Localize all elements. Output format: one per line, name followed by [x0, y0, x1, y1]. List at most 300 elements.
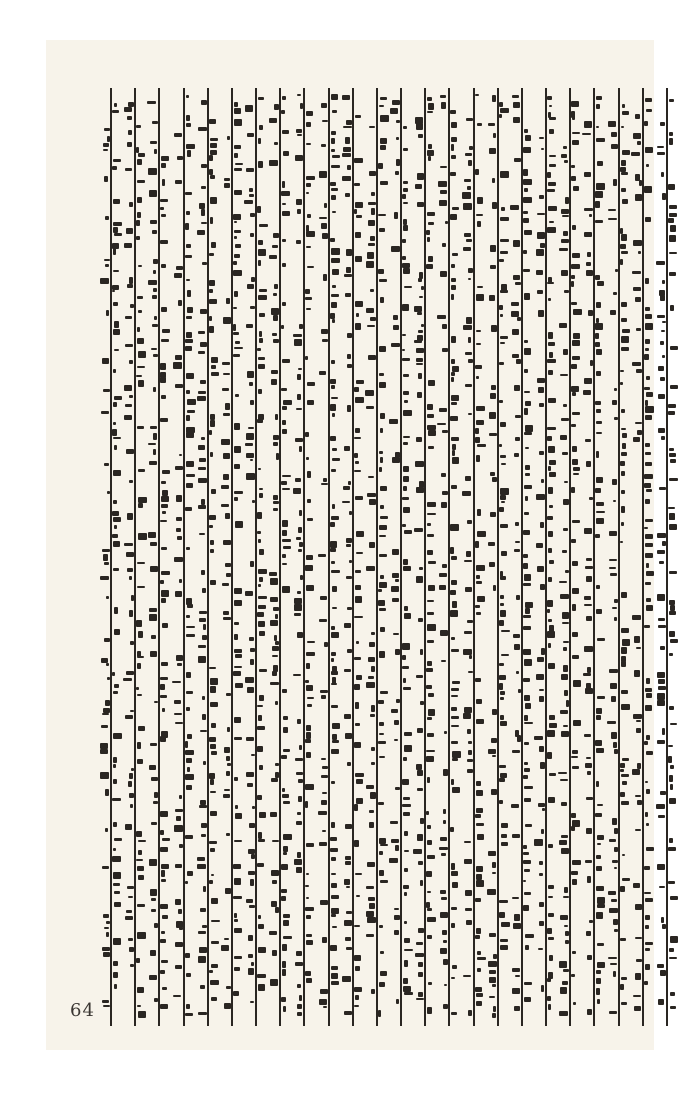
script-glyph [646, 823, 649, 826]
script-glyph [524, 408, 528, 415]
script-glyph [185, 750, 194, 755]
text-column [150, 88, 168, 1026]
script-glyph [476, 376, 479, 379]
script-glyph [282, 429, 287, 434]
script-glyph [469, 655, 472, 659]
script-glyph [451, 688, 459, 691]
script-glyph [621, 172, 628, 175]
script-glyph [354, 657, 361, 660]
script-glyph [107, 677, 110, 680]
script-glyph [596, 708, 602, 714]
script-glyph [549, 221, 554, 223]
script-glyph [331, 895, 339, 899]
script-glyph [210, 143, 217, 148]
script-glyph [379, 382, 386, 388]
script-glyph [371, 192, 375, 196]
script-glyph [345, 861, 351, 865]
script-glyph [295, 962, 303, 966]
script-glyph [516, 359, 521, 364]
script-glyph [380, 951, 384, 954]
script-glyph [584, 596, 591, 600]
script-glyph [160, 207, 164, 210]
script-glyph [549, 129, 554, 134]
script-glyph [523, 649, 531, 655]
script-glyph [321, 800, 327, 805]
script-glyph [560, 779, 568, 781]
script-glyph [476, 330, 481, 332]
script-glyph [332, 155, 340, 158]
script-glyph [511, 804, 519, 808]
script-glyph [176, 517, 182, 521]
script-glyph [597, 696, 605, 699]
script-glyph [463, 713, 471, 719]
script-glyph [587, 876, 591, 883]
script-glyph [608, 121, 616, 127]
script-glyph [233, 991, 239, 996]
script-glyph [490, 393, 496, 399]
script-glyph [620, 461, 625, 466]
script-glyph [245, 591, 253, 596]
script-glyph [596, 138, 605, 142]
script-glyph [226, 771, 230, 776]
script-glyph [420, 880, 423, 886]
script-glyph [572, 604, 576, 611]
script-glyph [565, 197, 569, 204]
script-glyph [346, 911, 352, 914]
script-glyph [561, 418, 569, 421]
script-glyph [596, 371, 601, 376]
script-glyph [540, 243, 545, 248]
script-glyph [186, 1004, 190, 1009]
script-glyph [211, 372, 219, 376]
script-glyph [564, 925, 568, 927]
script-glyph [210, 791, 216, 793]
script-glyph [330, 541, 337, 548]
script-glyph [391, 839, 399, 843]
script-glyph [427, 550, 433, 555]
script-glyph [234, 588, 242, 594]
script-glyph [113, 883, 120, 886]
script-glyph [596, 96, 602, 100]
script-glyph [645, 915, 650, 920]
script-glyph [112, 511, 119, 516]
script-glyph [621, 1002, 627, 1005]
script-glyph [402, 655, 406, 660]
script-glyph [476, 880, 484, 887]
script-glyph [273, 501, 279, 504]
script-glyph [210, 580, 216, 585]
script-glyph [306, 732, 311, 739]
script-glyph [112, 166, 117, 170]
script-glyph [259, 577, 263, 582]
script-glyph [476, 406, 485, 411]
script-glyph [513, 240, 520, 247]
script-glyph [420, 649, 423, 655]
script-glyph [223, 453, 230, 459]
script-glyph [211, 723, 216, 728]
script-glyph [259, 493, 263, 498]
script-glyph [476, 823, 484, 826]
script-glyph [185, 339, 193, 343]
script-glyph [370, 714, 375, 717]
script-glyph [536, 249, 544, 256]
script-glyph [565, 570, 569, 573]
script-glyph [198, 1012, 207, 1015]
script-glyph [646, 678, 650, 684]
script-glyph [613, 179, 617, 186]
script-glyph [370, 289, 374, 292]
script-glyph [583, 673, 591, 676]
script-glyph [331, 966, 338, 970]
script-glyph [609, 559, 617, 561]
script-glyph [613, 742, 617, 748]
script-glyph [611, 144, 618, 149]
script-glyph [428, 982, 432, 985]
script-glyph [572, 655, 579, 659]
script-glyph [114, 684, 119, 688]
script-glyph [611, 132, 617, 137]
script-glyph [534, 839, 543, 846]
script-glyph [586, 461, 591, 467]
script-glyph [306, 663, 310, 669]
script-glyph [548, 913, 554, 917]
script-glyph [563, 528, 568, 531]
script-glyph [464, 631, 472, 634]
script-glyph [414, 528, 423, 532]
script-glyph [572, 766, 579, 769]
script-glyph [186, 691, 193, 694]
script-glyph [331, 561, 335, 564]
script-glyph [221, 439, 230, 445]
script-glyph [246, 453, 254, 458]
column-stem [497, 88, 499, 1026]
script-glyph [426, 871, 432, 877]
script-glyph [645, 812, 648, 817]
column-stem [279, 88, 281, 1026]
script-glyph [644, 387, 650, 390]
script-glyph [161, 481, 166, 484]
script-glyph [283, 716, 288, 720]
script-glyph [366, 934, 374, 937]
script-glyph [392, 549, 399, 555]
script-glyph [272, 245, 278, 248]
script-glyph [209, 280, 215, 286]
script-glyph [547, 609, 550, 613]
script-glyph [283, 801, 290, 804]
script-glyph [524, 786, 533, 789]
script-glyph [160, 377, 166, 383]
script-glyph [233, 864, 241, 869]
column-stem [255, 88, 257, 1026]
script-glyph [369, 171, 376, 176]
script-glyph [234, 634, 238, 640]
script-glyph [179, 844, 183, 848]
script-glyph [539, 746, 544, 752]
script-glyph [234, 423, 240, 430]
script-glyph [563, 404, 567, 407]
script-glyph [368, 657, 375, 662]
script-glyph [342, 153, 351, 157]
script-glyph [660, 646, 665, 650]
script-glyph [536, 674, 544, 680]
script-glyph [104, 927, 109, 929]
script-glyph [162, 838, 170, 841]
script-glyph [106, 932, 109, 937]
script-glyph [105, 828, 108, 832]
script-glyph [562, 452, 568, 455]
script-glyph [440, 837, 447, 841]
script-glyph [549, 352, 553, 358]
script-glyph [347, 762, 351, 766]
script-glyph [560, 594, 569, 599]
script-glyph [524, 574, 531, 581]
script-glyph [402, 779, 409, 785]
script-glyph [464, 560, 472, 562]
script-glyph [221, 504, 229, 507]
script-glyph [330, 404, 336, 411]
script-glyph [595, 401, 601, 405]
script-glyph [344, 1011, 352, 1015]
script-glyph [564, 160, 568, 163]
script-glyph [187, 410, 195, 413]
script-glyph [136, 859, 143, 861]
script-glyph [161, 395, 166, 399]
script-glyph [395, 787, 400, 790]
script-glyph [347, 649, 352, 653]
script-glyph [645, 534, 653, 539]
script-glyph [124, 385, 132, 391]
script-glyph [644, 741, 648, 745]
script-glyph [331, 248, 340, 255]
script-glyph [113, 938, 121, 945]
script-glyph [451, 716, 459, 719]
script-glyph [379, 651, 385, 658]
script-glyph [501, 654, 509, 656]
script-glyph [297, 852, 301, 858]
script-glyph [130, 710, 134, 712]
script-glyph [633, 240, 642, 246]
script-glyph [402, 666, 409, 669]
script-glyph [561, 731, 569, 737]
script-glyph [512, 750, 520, 753]
script-glyph [584, 734, 591, 737]
script-glyph [404, 745, 412, 752]
script-glyph [463, 325, 472, 330]
script-glyph [271, 308, 279, 315]
script-glyph [371, 989, 375, 994]
script-glyph [501, 823, 508, 828]
script-glyph [137, 212, 141, 218]
script-glyph [439, 200, 447, 206]
script-glyph [404, 831, 408, 836]
script-glyph [210, 549, 214, 553]
script-glyph [250, 1001, 254, 1003]
script-glyph [347, 165, 351, 170]
script-glyph [331, 570, 340, 573]
script-glyph [330, 945, 337, 951]
script-glyph [113, 691, 118, 694]
script-glyph [355, 301, 363, 307]
script-glyph [154, 149, 157, 154]
script-glyph [441, 473, 446, 477]
script-glyph [621, 126, 624, 128]
script-glyph [416, 123, 423, 130]
script-glyph [330, 848, 338, 852]
script-glyph [572, 860, 581, 865]
script-glyph [620, 763, 625, 768]
script-glyph [659, 487, 666, 490]
script-glyph [621, 188, 626, 192]
script-glyph [669, 838, 673, 843]
script-glyph [559, 1011, 568, 1016]
script-glyph [637, 141, 641, 145]
script-glyph [272, 655, 278, 657]
script-glyph [597, 281, 604, 286]
script-glyph [658, 999, 664, 1005]
script-glyph [548, 398, 556, 403]
script-glyph [523, 583, 531, 586]
script-glyph [548, 577, 552, 582]
script-glyph [131, 595, 134, 601]
script-glyph [403, 391, 409, 395]
script-glyph [612, 818, 617, 825]
script-glyph [596, 866, 602, 871]
script-glyph [179, 579, 182, 583]
script-glyph [493, 954, 497, 959]
script-glyph [175, 942, 183, 947]
script-glyph [153, 387, 156, 392]
script-glyph [367, 493, 376, 497]
script-glyph [572, 116, 575, 120]
script-glyph [475, 428, 479, 434]
script-glyph [637, 199, 641, 201]
script-glyph [443, 820, 446, 824]
script-glyph [246, 899, 253, 903]
script-glyph [150, 542, 157, 546]
script-glyph [187, 871, 193, 876]
script-glyph [452, 450, 455, 456]
script-glyph [233, 354, 240, 357]
script-glyph [524, 348, 531, 355]
script-glyph [258, 468, 261, 470]
script-glyph [185, 741, 188, 748]
script-glyph [395, 649, 400, 655]
script-glyph [403, 268, 410, 274]
script-glyph [234, 347, 243, 349]
script-glyph [451, 977, 455, 979]
script-glyph [149, 765, 156, 770]
script-glyph [331, 749, 339, 754]
script-glyph [427, 640, 434, 643]
script-glyph [149, 608, 157, 612]
script-glyph [609, 669, 618, 673]
script-glyph [281, 864, 288, 870]
script-glyph [210, 779, 214, 785]
script-glyph [150, 889, 157, 896]
script-glyph [354, 684, 360, 690]
text-column [344, 88, 362, 1026]
script-glyph [416, 348, 424, 353]
script-glyph [670, 459, 676, 463]
script-glyph [393, 325, 399, 330]
script-glyph [500, 495, 506, 500]
script-glyph [668, 507, 675, 509]
script-glyph [547, 928, 552, 934]
script-glyph [113, 779, 117, 784]
script-glyph [621, 977, 627, 980]
script-glyph [138, 840, 146, 842]
script-glyph [427, 414, 434, 418]
script-glyph [378, 269, 384, 274]
script-glyph [490, 512, 496, 517]
script-glyph [245, 677, 254, 683]
script-glyph [597, 843, 601, 845]
script-glyph [259, 488, 263, 490]
script-glyph [153, 288, 157, 292]
script-glyph [298, 368, 302, 370]
script-glyph [452, 457, 459, 464]
script-glyph [428, 156, 431, 161]
script-glyph [137, 742, 141, 749]
script-glyph [305, 907, 314, 911]
script-glyph [272, 840, 279, 842]
script-glyph [346, 538, 352, 543]
script-glyph [621, 318, 627, 322]
script-glyph [331, 973, 338, 979]
script-glyph [500, 603, 504, 606]
script-glyph [249, 188, 253, 192]
column-stem [424, 88, 426, 1026]
script-glyph [113, 872, 121, 879]
script-glyph [452, 601, 457, 608]
script-glyph [451, 264, 455, 268]
script-glyph [492, 477, 497, 482]
script-glyph [571, 275, 575, 279]
script-glyph [300, 103, 303, 109]
script-glyph [346, 947, 352, 950]
script-glyph [595, 333, 599, 339]
script-glyph [451, 695, 458, 697]
script-glyph [112, 110, 119, 113]
script-glyph [148, 280, 157, 285]
script-glyph [644, 981, 648, 985]
script-glyph [297, 394, 301, 400]
script-glyph [137, 562, 145, 564]
script-glyph [198, 505, 206, 509]
script-glyph [127, 142, 132, 147]
script-glyph [419, 296, 423, 298]
script-glyph [657, 146, 664, 148]
script-glyph [523, 269, 530, 272]
script-glyph [150, 566, 158, 572]
script-glyph [294, 859, 302, 865]
script-glyph [137, 366, 145, 368]
script-glyph [258, 621, 265, 627]
script-glyph [176, 655, 183, 661]
script-glyph [161, 214, 166, 217]
script-glyph [331, 385, 335, 389]
script-glyph [445, 221, 448, 224]
script-glyph [560, 915, 568, 920]
script-glyph [646, 164, 649, 167]
script-glyph [417, 202, 424, 207]
script-glyph [442, 324, 447, 329]
script-glyph [186, 634, 195, 637]
script-glyph [331, 914, 336, 917]
script-glyph [394, 930, 399, 935]
script-glyph [635, 829, 641, 831]
script-glyph [549, 117, 556, 120]
